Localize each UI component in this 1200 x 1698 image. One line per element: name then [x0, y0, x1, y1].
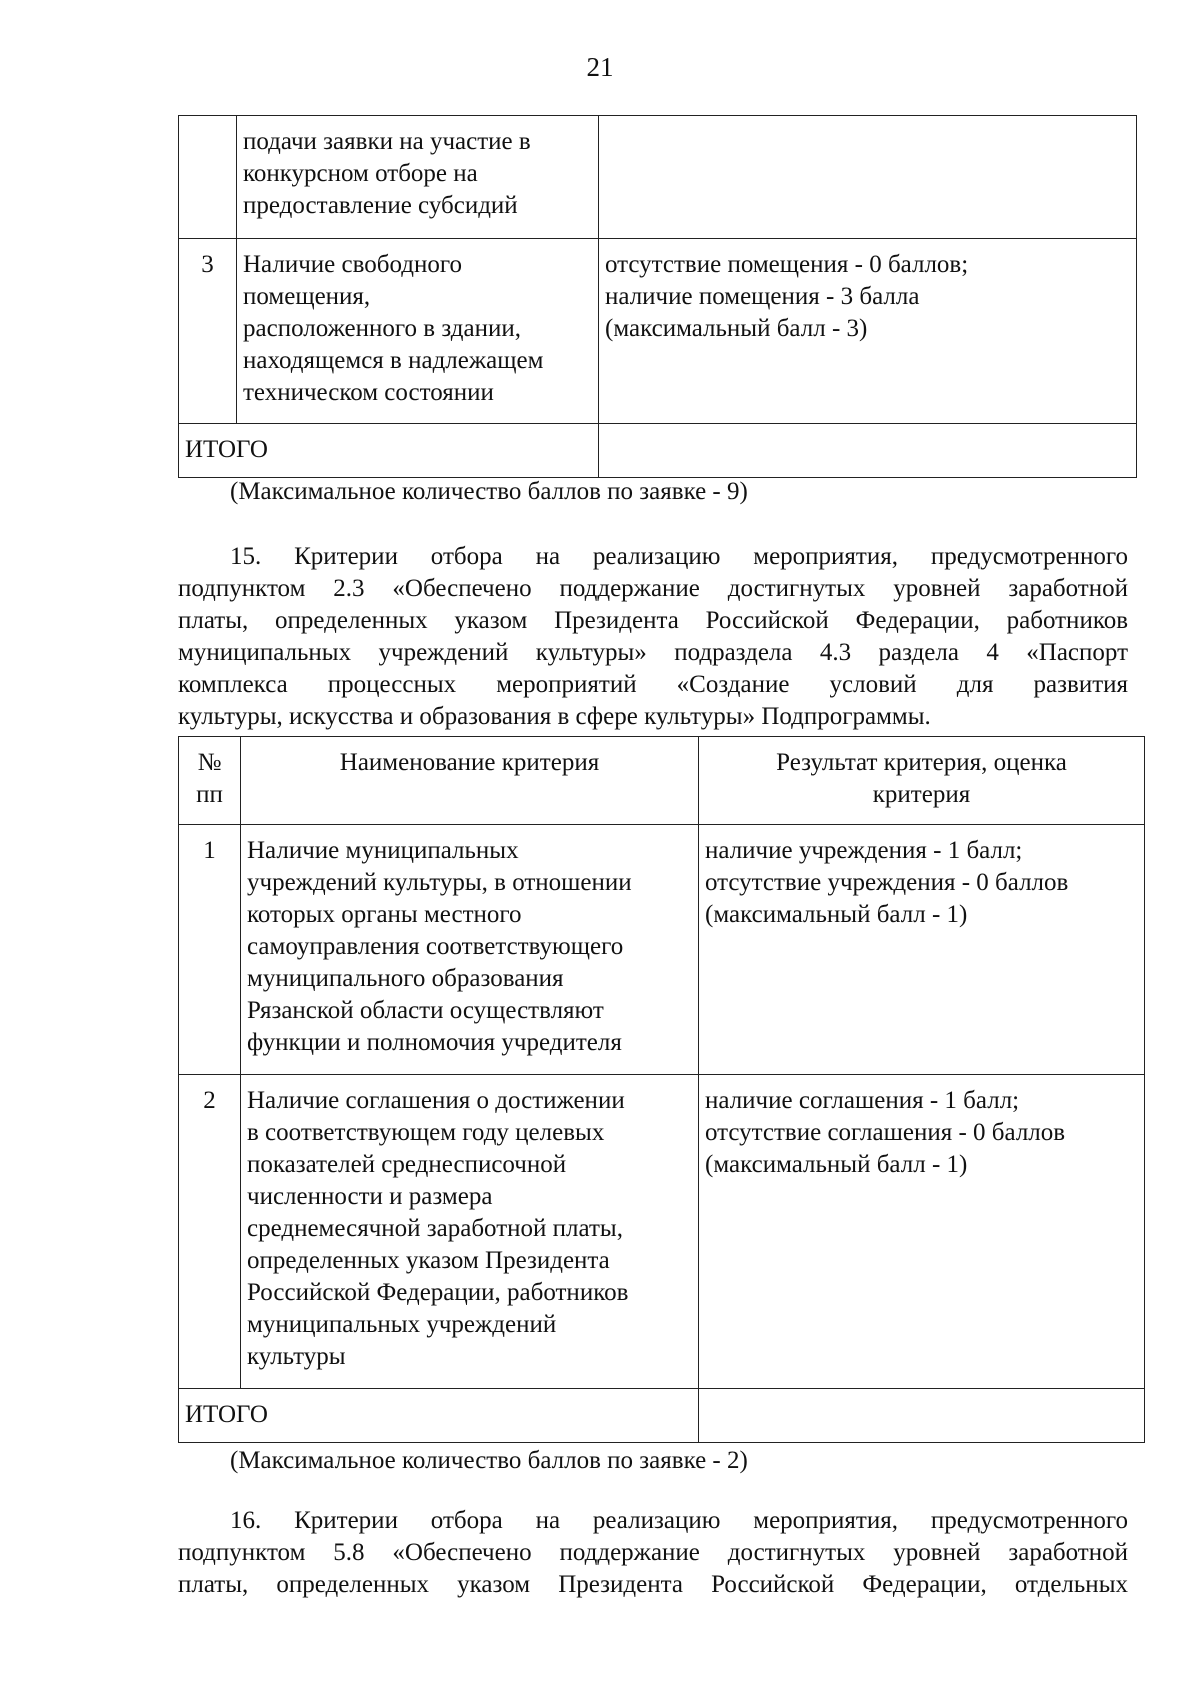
- table-row: [179, 239, 1137, 424]
- row-number: 3: [179, 239, 237, 424]
- row-number: 1: [179, 825, 241, 1075]
- criterion-name: Наличие муниципальных учреждений культуры, в отношении которых органы местного самоуправления соответствующего муниципального образования Рязанской области осуществляют функции и полномочия учредителя: [241, 825, 699, 1075]
- total-value: [599, 424, 1137, 478]
- total-label: ИТОГО: [179, 1389, 699, 1443]
- max-score-note: (Максимальное количество баллов по заявке - 9): [230, 478, 748, 505]
- criterion-name: Наличие свободного помещения, расположенного в здании, находящемся в надлежащем техническом состоянии: [237, 239, 599, 424]
- total-value: [699, 1389, 1145, 1443]
- paragraph-line: подпунктом 2.3 «Обеспечено поддержание достигнутых уровней заработной: [178, 575, 1128, 602]
- criteria-table: [178, 736, 1145, 1443]
- max-score-note: (Максимальное количество баллов по заявке - 2): [230, 1447, 748, 1474]
- paragraph-line: муниципальных учреждений культуры» подраздела 4.3 раздела 4 «Паспорт: [178, 639, 1128, 666]
- paragraph-line: 15. Критерии отбора на реализацию мероприятия, предусмотренного: [230, 543, 1128, 570]
- table-header-row: [179, 737, 1145, 825]
- total-row: [179, 1389, 1145, 1443]
- row-number: [179, 116, 237, 239]
- page-number: 21: [586, 52, 614, 82]
- paragraph-line: платы, определенных указом Президента Российской Федерации, отдельных: [178, 1571, 1128, 1598]
- criterion-result: отсутствие помещения - 0 баллов; наличие помещения - 3 балла (максимальный балл - 3): [599, 239, 1137, 424]
- table-row: [179, 825, 1145, 1075]
- criteria-table-continued: [178, 115, 1137, 478]
- row-number: 2: [179, 1075, 241, 1389]
- paragraph-line: культуры, искусства и образования в сфере культуры» Подпрограммы.: [178, 703, 931, 730]
- criterion-result: наличие учреждения - 1 балл; отсутствие учреждения - 0 баллов (максимальный балл - 1): [699, 825, 1145, 1075]
- criterion-result: [599, 116, 1137, 239]
- section-15-paragraph: [178, 541, 1128, 733]
- table-row: [179, 1075, 1145, 1389]
- total-label: ИТОГО: [179, 424, 599, 478]
- header-number: № пп: [179, 737, 241, 825]
- criterion-name: подачи заявки на участие в конкурсном отборе на предоставление субсидий: [237, 116, 599, 239]
- paragraph-line: комплекса процессных мероприятий «Создание условий для развития: [178, 671, 1128, 698]
- criterion-result: наличие соглашения - 1 балл; отсутствие соглашения - 0 баллов (максимальный балл - 1): [699, 1075, 1145, 1389]
- total-row: [179, 424, 1137, 478]
- section-16-paragraph: [178, 1505, 1128, 1601]
- paragraph-line: 16. Критерии отбора на реализацию мероприятия, предусмотренного: [230, 1507, 1128, 1534]
- table-row: [179, 116, 1137, 239]
- criterion-name: Наличие соглашения о достижении в соответствующем году целевых показателей среднесписочной численности и размера среднемесячной заработной платы, определенных указом Президента Российской Федерации, работников муниципальных учреждений культуры: [241, 1075, 699, 1389]
- paragraph-line: платы, определенных указом Президента Российской Федерации, работников: [178, 607, 1128, 634]
- paragraph-line: подпунктом 5.8 «Обеспечено поддержание достигнутых уровней заработной: [178, 1539, 1128, 1566]
- header-result: Результат критерия, оценка критерия: [699, 737, 1145, 825]
- header-criterion: Наименование критерия: [241, 737, 699, 825]
